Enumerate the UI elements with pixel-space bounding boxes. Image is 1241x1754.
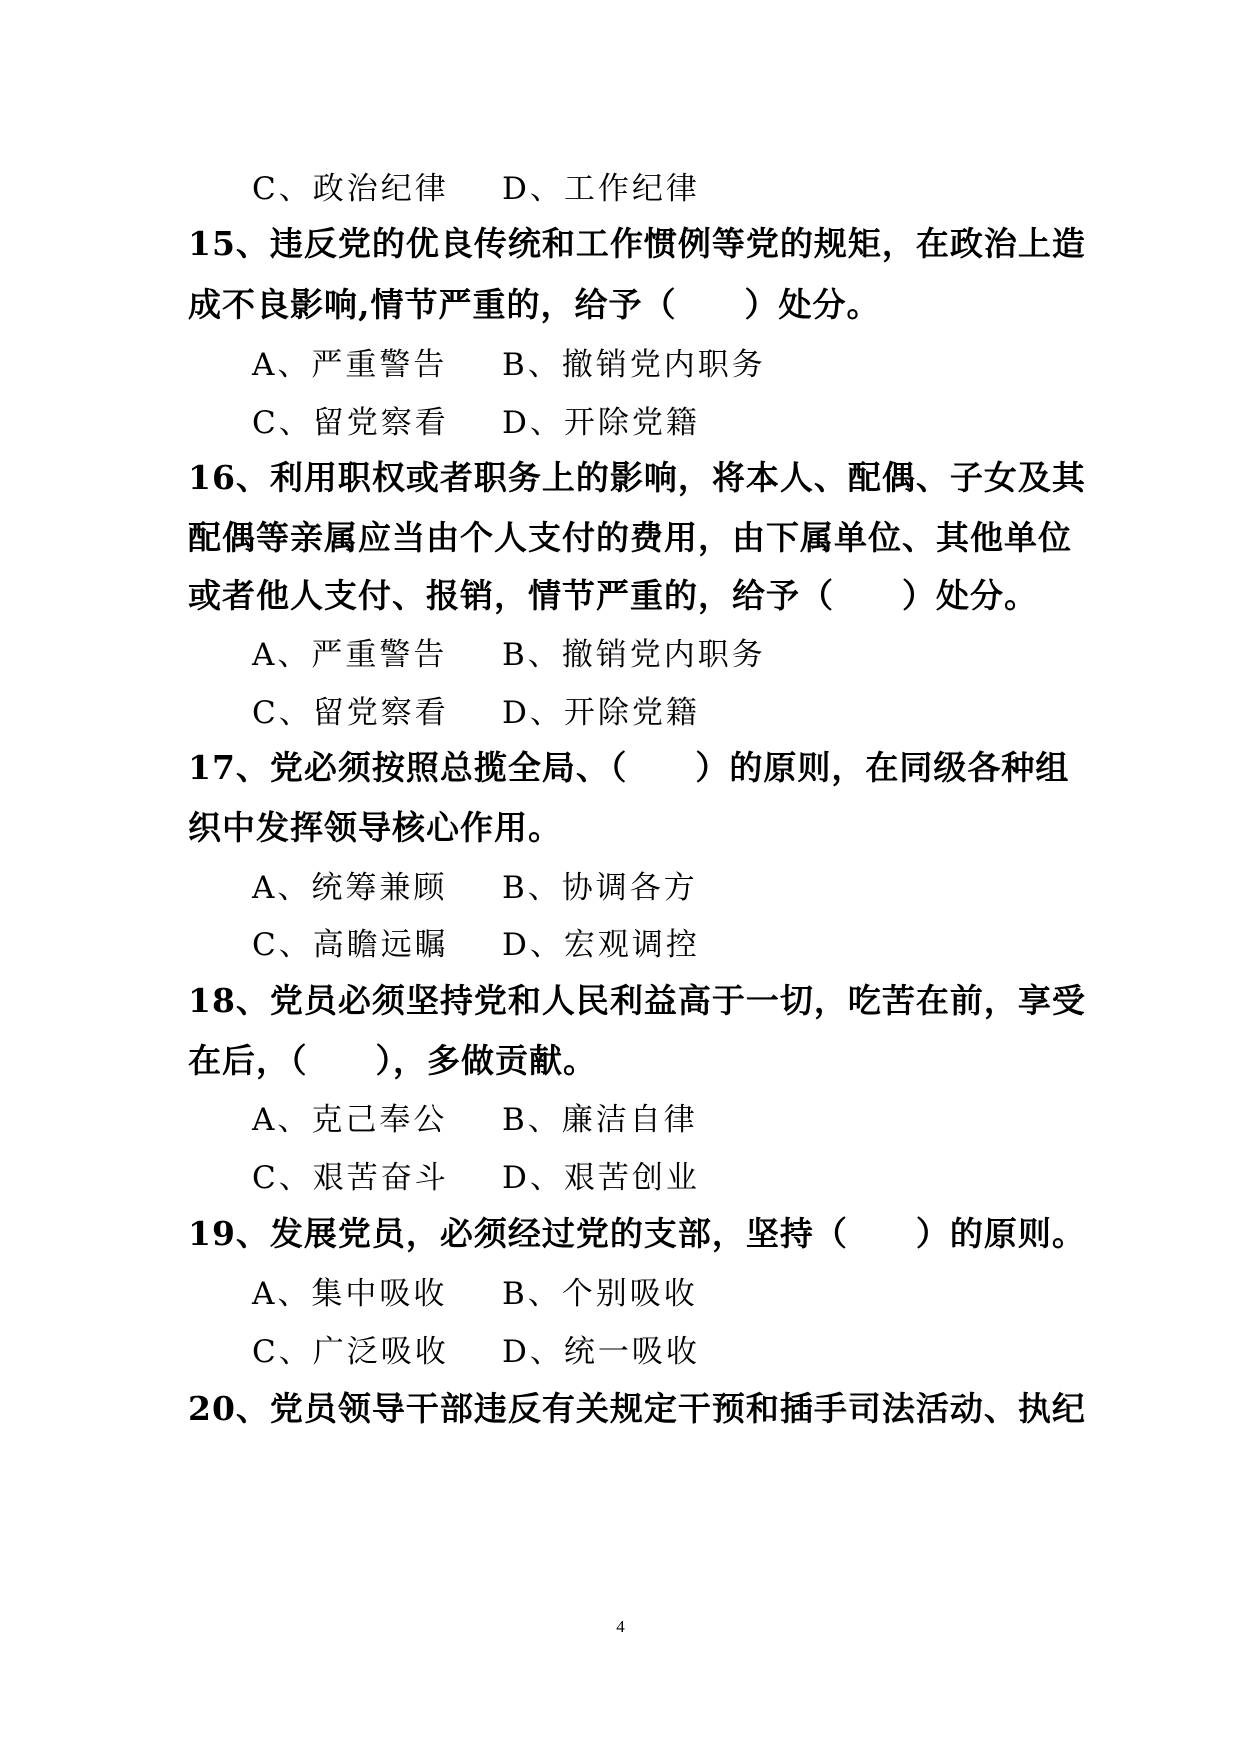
q18-option-d: D、艰苦创业 [502,1160,700,1196]
q15-option-c: C、留党察看 [252,405,449,441]
q17-option-b: B、协调各方 [502,870,698,906]
q17-option-d: D、宏观调控 [502,927,700,963]
q18-option-c: C、艰苦奋斗 [252,1160,449,1196]
q17-option-a: A、统筹兼顾 [252,870,448,906]
q15-option-b: B、撤销党内职务 [502,347,766,383]
page-number: 4 [616,1617,625,1636]
q16-option-a: A、严重警告 [252,637,448,673]
q15-option-a: A、严重警告 [252,347,448,383]
q18-option-b: B、廉洁自律 [502,1102,698,1138]
q16-text-line-2: 配偶等亲属应当由个人支付的费用，由下属单位、其他单位 [188,518,1072,557]
q19-option-a: A、集中吸收 [252,1276,448,1312]
q15-option-d: D、开除党籍 [502,405,700,441]
q14-option-d: D、工作纪律 [502,171,700,207]
q19-text-line-1: 19、发展党员，必须经过党的支部，坚持（ ）的原则。 [188,1214,1086,1253]
q15-text-line-1: 15、违反党的优良传统和工作惯例等党的规矩，在政治上造 [188,224,1086,263]
q17-text-line-1: 17、党必须按照总揽全局、（ ）的原则，在同级各种组 [188,748,1070,787]
q19-option-c: C、广泛吸收 [252,1334,449,1370]
q18-text-line-1: 18、党员必须坚持党和人民利益高于一切，吃苦在前，享受 [188,981,1086,1020]
q16-text-line-1: 16、利用职权或者职务上的影响，将本人、配偶、子女及其 [188,458,1086,497]
q14-option-c: C、政治纪律 [252,171,449,207]
q20-text-line-1: 20、党员领导干部违反有关规定干预和插手司法活动、执纪 [188,1389,1086,1428]
q19-option-b: B、个别吸收 [502,1276,698,1312]
q18-option-a: A、克己奉公 [252,1102,448,1138]
q17-text-line-2: 织中发挥领导核心作用。 [188,808,562,847]
q16-option-b: B、撤销党内职务 [502,637,766,673]
q16-option-c: C、留党察看 [252,695,449,731]
q16-option-d: D、开除党籍 [502,695,700,731]
q15-text-line-2: 成不良影响,情节严重的，给予（ ）处分。 [188,285,881,324]
q16-text-line-3: 或者他人支付、报销，情节严重的，给予（ ）处分。 [188,576,1038,615]
q19-option-d: D、统一吸收 [502,1334,700,1370]
q17-option-c: C、高瞻远瞩 [252,927,449,963]
q18-text-line-2: 在后，（ ），多做贡献。 [188,1041,597,1080]
